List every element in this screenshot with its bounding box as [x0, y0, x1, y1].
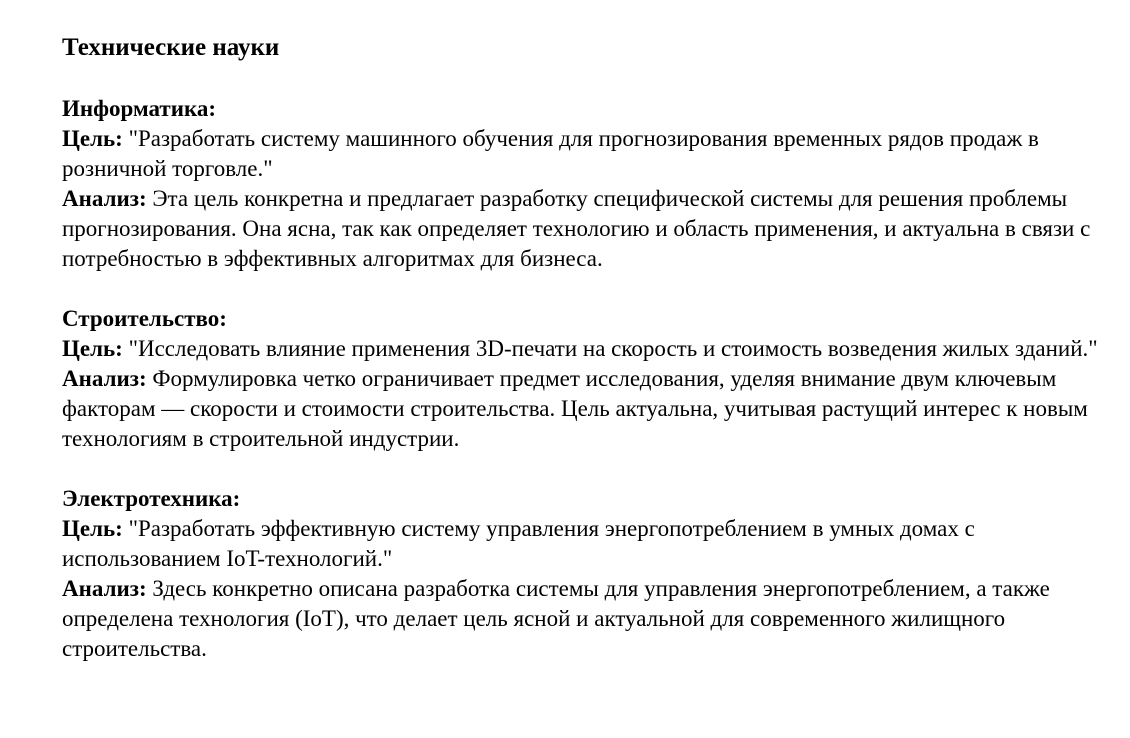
goal-paragraph [62, 334, 1102, 364]
analysis-paragraph [62, 364, 1102, 454]
goal-label: Цель: [62, 336, 123, 361]
document-title: Технические науки [62, 34, 280, 61]
goal-label: Цель: [62, 126, 123, 151]
section-heading: Информатика: [62, 96, 217, 121]
analysis-paragraph [62, 184, 1102, 274]
document-page [62, 30, 1102, 694]
section-heading: Строительство: [62, 306, 227, 331]
goal-text: "Исследовать влияние применения 3D-печати на скорость и стоимость возведения жилых зданий." [128, 336, 1098, 361]
section-heading: Электротехника: [62, 486, 241, 511]
analysis-label: Анализ: [62, 366, 147, 391]
analysis-label: Анализ: [62, 576, 147, 601]
goal-paragraph [62, 514, 1102, 574]
section-electrical-engineering [62, 484, 1102, 664]
goal-label: Цель: [62, 516, 123, 541]
section-informatics [62, 94, 1102, 274]
goal-paragraph [62, 124, 1102, 184]
goal-text: "Разработать систему машинного обучения для прогнозирования временных рядов продаж в розничной торговле." [62, 126, 1039, 181]
goal-text: "Разработать эффективную систему управления энергопотреблением в умных домах с использованием IoT-технологий." [62, 516, 975, 571]
analysis-text: Эта цель конкретна и предлагает разработку специфической системы для решения проблемы прогнозирования. Она ясна, так как определяет технологию и область применения, и актуальна в связи с потребностью в эффективных алгоритмах для бизнеса. [62, 186, 1091, 271]
analysis-text: Здесь конкретно описана разработка системы для управления энергопотреблением, а также определена технология (IoT), что делает цель ясной и актуальной для современного жилищного строительства. [62, 576, 1050, 661]
section-construction [62, 304, 1102, 454]
analysis-paragraph [62, 574, 1102, 664]
analysis-label: Анализ: [62, 186, 147, 211]
analysis-text: Формулировка четко ограничивает предмет исследования, уделяя внимание двум ключевым факторам — скорости и стоимости строительства. Цель актуальна, учитывая растущий интерес к новым технологиям в строительной индустрии. [62, 366, 1088, 451]
